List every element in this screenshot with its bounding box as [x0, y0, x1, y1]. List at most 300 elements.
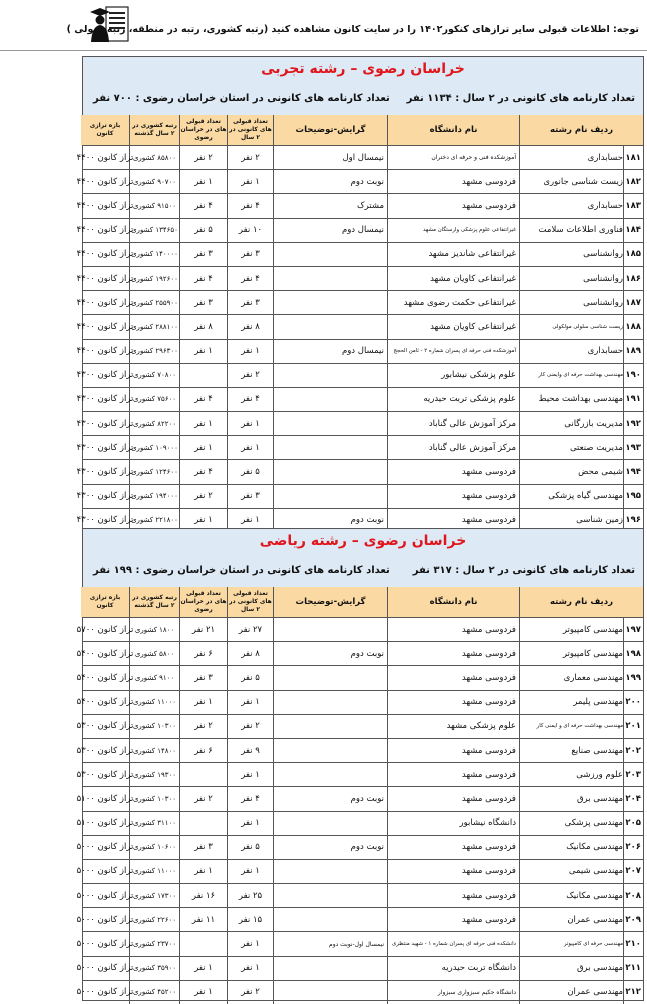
major-name: مهندسی کامپیوتر: [519, 642, 623, 665]
accepted-kh-count: ۱۱ نفر: [179, 908, 227, 931]
table-row: [76, 411, 643, 435]
university-name: مرکز آموزش عالی گناباد: [387, 436, 519, 459]
taraz-value: تراز کانون ۴۴۰۰: [76, 321, 134, 332]
track-note: [273, 485, 387, 508]
accepted-kh-count: ۴ نفر: [179, 460, 227, 483]
row-number: ۱۹۸: [623, 642, 643, 665]
national-rank: ۱۸۰۰ کشوری: [129, 618, 179, 641]
track-note: [273, 388, 387, 411]
row-number: ۲۱۰: [623, 932, 643, 955]
national-rank: ۲۲۱۸۰۰ کشوری: [129, 509, 179, 532]
taraz-value: تراز کانون ۵۴۰۰: [76, 697, 134, 708]
accepted-kh-count: ۲ نفر: [179, 485, 227, 508]
row-number: ۲۰۰: [623, 691, 643, 714]
section-header: [83, 529, 643, 618]
track-note: [273, 364, 387, 387]
taraz-value: تراز کانون ۵۴۰۰: [76, 648, 134, 659]
taraz-value: تراز کانون ۴۴۰۰: [76, 346, 134, 357]
accepted-kh-count: [179, 932, 227, 955]
university-name: غیرانتفاعی کاویان مشهد: [387, 267, 519, 290]
accepted-2yr-count: ۵ نفر: [227, 666, 273, 689]
accepted-kh-count: ۱ نفر: [179, 981, 227, 1004]
taraz-value: تراز کانون ۵۳۰۰: [76, 721, 134, 732]
national-rank: ۲۵۵۹۰۰ کشوری: [129, 291, 179, 314]
accepted-2yr-count: ۳ نفر: [227, 291, 273, 314]
taraz-value: تراز کانون ۵۰۰۰: [76, 842, 134, 853]
row-number: ۲۱۲: [623, 981, 643, 1004]
national-rank: ۱۰۳۰۰ کشوری: [129, 715, 179, 738]
table-row: [76, 266, 643, 290]
count-province: تعداد کارنامه های کانونی در استان خراسان رضوی : ۱۹۹ نفر: [93, 565, 390, 576]
taraz-value: تراز کانون ۴۳۰۰: [76, 515, 134, 526]
track-note: نوبت دوم: [273, 836, 387, 859]
accepted-kh-count: ۲۱ نفر: [179, 618, 227, 641]
accepted-2yr-count: ۹ نفر: [227, 739, 273, 762]
national-rank: ۲۸۸۱۰۰ کشوری: [129, 315, 179, 338]
university-name: دانشگاه تربت حیدریه: [387, 957, 519, 980]
col-taraz-range: بازه ترازی کانون: [81, 115, 129, 145]
major-name: مهندسی صنایع: [519, 739, 623, 762]
track-note: [273, 618, 387, 641]
accepted-kh-count: ۲ نفر: [179, 787, 227, 810]
track-note: [273, 812, 387, 835]
university-name: فردوسی مشهد: [387, 642, 519, 665]
major-name: فناوری اطلاعات سلامت: [519, 219, 623, 242]
accepted-2yr-count: ۲ نفر: [227, 715, 273, 738]
accepted-2yr-count: ۲۷ نفر: [227, 618, 273, 641]
col-track: گرایش-توضیحات: [273, 115, 387, 145]
university-name: فردوسی مشهد: [387, 618, 519, 641]
table-row: [76, 387, 643, 411]
accepted-kh-count: ۶ نفر: [179, 642, 227, 665]
row-number: ۱۹۰: [623, 364, 643, 387]
accepted-2yr-count: ۱۰ نفر: [227, 219, 273, 242]
table-row: [76, 907, 643, 931]
national-rank: ۹۱۰۰ کشوری: [129, 666, 179, 689]
row-number: ۱۹۹: [623, 666, 643, 689]
table-row: [76, 859, 643, 883]
university-name: فردوسی مشهد: [387, 908, 519, 931]
taraz-value: تراز کانون ۴۳۰۰: [76, 370, 134, 381]
col-no-major: ردیف نام رشته: [519, 115, 643, 145]
national-rank: ۹۰۷۰۰ کشوری: [129, 170, 179, 193]
table-row: [76, 290, 643, 314]
taraz-value: تراز کانون ۵۰۰۰: [76, 987, 134, 998]
accepted-kh-count: ۱ نفر: [179, 340, 227, 363]
major-name: زیست شناسی جانوری: [519, 170, 623, 193]
section-title: خراسان رضوی – رشته ریاضی: [259, 533, 467, 549]
table-body: [76, 145, 643, 532]
track-note: [273, 412, 387, 435]
accepted-2yr-count: ۲۵ نفر: [227, 884, 273, 907]
national-rank: ۱۰۶۰۰ کشوری: [129, 836, 179, 859]
top-note: [0, 0, 647, 51]
taraz-value: تراز کانون ۴۴۰۰: [76, 176, 134, 187]
major-name: مهندسی شیمی: [519, 860, 623, 883]
row-number: ۱۸۱: [623, 146, 643, 169]
national-rank: ۴۵۲۰۰ کشوری: [129, 981, 179, 1004]
national-rank: ۷۵۶۰۰ کشوری: [129, 388, 179, 411]
table-row: [76, 435, 643, 459]
table-row: [76, 169, 643, 193]
row-number: ۲۰۸: [623, 884, 643, 907]
accepted-kh-count: ۳ نفر: [179, 836, 227, 859]
university-name: فردوسی مشهد: [387, 460, 519, 483]
national-rank: ۲۳۷۰۰ کشوری: [129, 932, 179, 955]
table-row: [76, 931, 643, 955]
accepted-2yr-count: ۸ نفر: [227, 315, 273, 338]
accepted-2yr-count: ۸ نفر: [227, 642, 273, 665]
accepted-kh-count: ۶ نفر: [179, 739, 227, 762]
taraz-value: تراز کانون ۵۰۰۰: [76, 890, 134, 901]
row-number: ۱۹۵: [623, 485, 643, 508]
national-rank: ۲۲۶۰۰ کشوری: [129, 908, 179, 931]
row-number: ۱۸۲: [623, 170, 643, 193]
major-name: مهندسی مکانیک: [519, 884, 623, 907]
accepted-kh-count: ۱ نفر: [179, 860, 227, 883]
accepted-kh-count: [179, 812, 227, 835]
accepted-2yr-count: ۱ نفر: [227, 812, 273, 835]
table-row: [76, 980, 643, 1004]
university-name: فردوسی مشهد: [387, 787, 519, 810]
track-note: [273, 436, 387, 459]
track-note: مشترک: [273, 194, 387, 217]
accepted-kh-count: ۱۶ نفر: [179, 884, 227, 907]
table-body: [76, 617, 643, 1004]
section-header: [83, 57, 643, 146]
major-name: حسابداری: [519, 146, 623, 169]
track-note: نیمسال اول-نوبت دوم: [273, 932, 387, 955]
accepted-kh-count: ۱ نفر: [179, 436, 227, 459]
track-note: نیمسال دوم: [273, 219, 387, 242]
table-row: [76, 714, 643, 738]
national-rank: ۱۹۴۰۰۰ کشوری: [129, 485, 179, 508]
table-row: [76, 883, 643, 907]
accepted-2yr-count: ۴ نفر: [227, 267, 273, 290]
accepted-2yr-count: ۲ نفر: [227, 981, 273, 1004]
row-number: ۱۹۴: [623, 460, 643, 483]
track-note: نیمسال دوم: [273, 340, 387, 363]
accepted-2yr-count: ۱ نفر: [227, 860, 273, 883]
taraz-value: تراز کانون ۵۷۰۰: [76, 624, 134, 635]
track-note: [273, 243, 387, 266]
col-accepted-kh: تعداد قبولی های در خراسان رضوی: [179, 587, 227, 617]
taraz-value: تراز کانون ۴۳۰۰: [76, 418, 134, 429]
track-note: [273, 715, 387, 738]
track-note: [273, 981, 387, 1004]
accepted-2yr-count: ۱ نفر: [227, 691, 273, 714]
table-row: [76, 145, 643, 169]
major-name: مهندسی عمران: [519, 981, 623, 1004]
col-rank-2yr: رتبه کشوری در ۲ سال گذشته: [129, 115, 179, 145]
table-row: [76, 665, 643, 689]
notice-text: توجه: اطلاعات قبولی سایر ترازهای کنکور۱۴۰۲ را در سایت کانون مشاهده کنید (رتبه کشوری، رتبه در منطقه، رتبه قبولی ): [66, 24, 639, 35]
university-name: علوم پزشکی تربت حیدریه: [387, 388, 519, 411]
track-note: [273, 291, 387, 314]
accepted-2yr-count: ۳ نفر: [227, 243, 273, 266]
accepted-2yr-count: ۴ نفر: [227, 787, 273, 810]
university-name: فردوسی مشهد: [387, 739, 519, 762]
university-name: آموزشکده فنی حرفه ای پسران شماره ۲ - ثامن الحجج: [387, 340, 519, 363]
accepted-2yr-count: ۱ نفر: [227, 932, 273, 955]
row-number: ۱۹۳: [623, 436, 643, 459]
row-number: ۲۰۷: [623, 860, 643, 883]
major-name: زیست شناسی سلولی مولکولی: [519, 315, 623, 338]
col-accepted-2yr: تعداد قبولی های کانونی در ۲ سال: [227, 587, 273, 617]
track-note: نوبت دوم: [273, 509, 387, 532]
col-taraz-range: بازه ترازی کانون: [81, 587, 129, 617]
taraz-value: تراز کانون ۴۳۰۰: [76, 442, 134, 453]
major-name: مهندسی برق: [519, 957, 623, 980]
table-row: [76, 193, 643, 217]
accepted-2yr-count: ۴ نفر: [227, 388, 273, 411]
table-row: [76, 786, 643, 810]
row-number: ۱۸۸: [623, 315, 643, 338]
university-name: فردوسی مشهد: [387, 691, 519, 714]
taraz-value: تراز کانون ۴۴۰۰: [76, 225, 134, 236]
national-rank: ۱۹۳۰۰ کشوری: [129, 763, 179, 786]
col-university: نام دانشگاه: [387, 587, 519, 617]
university-name: فردوسی مشهد: [387, 666, 519, 689]
column-header-row: [83, 587, 643, 617]
national-rank: ۷۰۸۰۰ کشوری: [129, 364, 179, 387]
accepted-kh-count: ۱ نفر: [179, 691, 227, 714]
accepted-kh-count: ۴ نفر: [179, 388, 227, 411]
major-name: حسابداری: [519, 340, 623, 363]
national-rank: ۱۱۰۰۰ کشوری: [129, 860, 179, 883]
accepted-2yr-count: ۱ نفر: [227, 170, 273, 193]
taraz-value: تراز کانون ۵۰۰۰: [76, 963, 134, 974]
major-name: شیمی محض: [519, 460, 623, 483]
taraz-value: تراز کانون ۵۳۰۰: [76, 769, 134, 780]
col-track: گرایش-توضیحات: [273, 587, 387, 617]
national-rank: ۱۷۳۰۰ کشوری: [129, 884, 179, 907]
accepted-kh-count: ۳ نفر: [179, 666, 227, 689]
row-number: ۱۹۷: [623, 618, 643, 641]
university-name: دانشگاه حکیم سبزواری سبزوار: [387, 981, 519, 1004]
accepted-2yr-count: ۱ نفر: [227, 436, 273, 459]
accepted-2yr-count: ۱ نفر: [227, 763, 273, 786]
major-name: مدیریت صنعتی: [519, 436, 623, 459]
accepted-kh-count: ۳ نفر: [179, 243, 227, 266]
track-note: [273, 666, 387, 689]
row-number: ۲۰۴: [623, 787, 643, 810]
track-note: نوبت دوم: [273, 170, 387, 193]
table-row: [76, 339, 643, 363]
university-name: فردوسی مشهد: [387, 860, 519, 883]
table-row: [76, 617, 643, 641]
taraz-value: تراز کانون ۴۴۰۰: [76, 249, 134, 260]
taraz-value: تراز کانون ۴۳۰۰: [76, 467, 134, 478]
track-note: نوبت دوم: [273, 642, 387, 665]
major-name: مدیریت بازرگانی: [519, 412, 623, 435]
accepted-2yr-count: ۵ نفر: [227, 460, 273, 483]
taraz-value: تراز کانون ۴۴۰۰: [76, 273, 134, 284]
row-number: ۱۹۱: [623, 388, 643, 411]
national-rank: ۸۲۲۰۰ کشوری: [129, 412, 179, 435]
taraz-value: تراز کانون ۴۳۰۰: [76, 394, 134, 405]
table-row: [76, 363, 643, 387]
national-rank: ۳۱۱۰۰ کشوری: [129, 812, 179, 835]
accepted-kh-count: ۱ نفر: [179, 412, 227, 435]
university-name: دانشکده فنی حرفه ای پسران شماره ۱ - شهید منتظری: [387, 932, 519, 955]
major-name: مهندسی بهداشت حرفه ای وایمنی کار: [519, 364, 623, 387]
count-2yr: تعداد کارنامه های کانونی در ۲ سال : ۳۱۷ نفر: [412, 565, 635, 576]
accepted-2yr-count: ۱ نفر: [227, 509, 273, 532]
track-note: [273, 860, 387, 883]
accepted-kh-count: ۱ نفر: [179, 509, 227, 532]
table-row: [76, 484, 643, 508]
accepted-kh-count: ۴ نفر: [179, 267, 227, 290]
accepted-kh-count: [179, 763, 227, 786]
count-province: تعداد کارنامه های کانونی در استان خراسان رضوی : ۷۰۰ نفر: [93, 93, 390, 104]
col-university: نام دانشگاه: [387, 115, 519, 145]
accepted-2yr-count: ۱ نفر: [227, 412, 273, 435]
row-number: ۱۹۶: [623, 509, 643, 532]
taraz-value: تراز کانون ۴۴۰۰: [76, 297, 134, 308]
row-number: ۱۹۲: [623, 412, 643, 435]
major-name: مهندسی گیاه پزشکی: [519, 485, 623, 508]
track-note: [273, 315, 387, 338]
table-row: [76, 811, 643, 835]
national-rank: ۵۸۰۰ کشوری: [129, 642, 179, 665]
table-row: [76, 242, 643, 266]
major-name: مهندسی مکانیک: [519, 836, 623, 859]
university-name: فردوسی مشهد: [387, 194, 519, 217]
track-note: [273, 691, 387, 714]
taraz-value: تراز کانون ۵۳۰۰: [76, 745, 134, 756]
national-rank: ۱۰۳۰۰ کشوری: [129, 787, 179, 810]
major-name: زمین شناسی: [519, 509, 623, 532]
taraz-value: تراز کانون ۴۳۰۰: [76, 491, 134, 502]
national-rank: ۱۴۸۰۰ کشوری: [129, 739, 179, 762]
accepted-kh-count: ۲ نفر: [179, 146, 227, 169]
row-number: ۲۰۲: [623, 739, 643, 762]
national-rank: ۳۵۹۰۰ کشوری: [129, 957, 179, 980]
major-name: حسابداری: [519, 194, 623, 217]
national-rank: ۲۹۶۳۰۰ کشوری: [129, 340, 179, 363]
table-row: [76, 762, 643, 786]
row-number: ۲۰۵: [623, 812, 643, 835]
accepted-2yr-count: ۴ نفر: [227, 194, 273, 217]
row-number: ۱۸۳: [623, 194, 643, 217]
national-rank: ۱۴۰۰۰۰ کشوری: [129, 243, 179, 266]
major-name: مهندسی عمران: [519, 908, 623, 931]
university-name: مرکز آموزش عالی گناباد: [387, 412, 519, 435]
col-accepted-kh: تعداد قبولی های در خراسان رضوی: [179, 115, 227, 145]
table-row: [76, 956, 643, 980]
row-number: ۲۰۳: [623, 763, 643, 786]
table-row: [76, 641, 643, 665]
track-note: [273, 763, 387, 786]
accepted-kh-count: ۱ نفر: [179, 957, 227, 980]
taraz-value: تراز کانون ۵۴۰۰: [76, 672, 134, 683]
count-2yr: تعداد کارنامه های کانونی در ۲ سال : ۱۱۳۴ نفر: [406, 93, 635, 104]
university-name: غیرانتفاعی علوم پزشکی وارستگان مشهد: [387, 219, 519, 242]
accepted-2yr-count: ۲ نفر: [227, 146, 273, 169]
col-no-major: ردیف نام رشته: [519, 587, 643, 617]
row-number: ۲۰۹: [623, 908, 643, 931]
major-name: مهندسی پزشکی: [519, 812, 623, 835]
table-row: [76, 690, 643, 714]
section-riazi: [76, 528, 644, 1001]
accepted-kh-count: [179, 364, 227, 387]
track-note: [273, 267, 387, 290]
accepted-2yr-count: ۱ نفر: [227, 957, 273, 980]
taraz-value: تراز کانون ۵۰۰۰: [76, 866, 134, 877]
row-number: ۱۸۷: [623, 291, 643, 314]
accepted-2yr-count: ۱۵ نفر: [227, 908, 273, 931]
accepted-kh-count: ۳ نفر: [179, 291, 227, 314]
major-name: مهندسی کامپیوتر: [519, 618, 623, 641]
row-number: ۱۸۶: [623, 267, 643, 290]
taraz-value: تراز کانون ۵۱۰۰: [76, 793, 134, 804]
accepted-kh-count: ۵ نفر: [179, 219, 227, 242]
major-name: مهندسی پلیمر: [519, 691, 623, 714]
major-name: مهندسی برق: [519, 787, 623, 810]
national-rank: ۱۳۴۶۵۰ کشوری: [129, 219, 179, 242]
university-name: غیرانتفاعی حکمت رضوی مشهد: [387, 291, 519, 314]
section-tajrobi: [76, 56, 644, 530]
table-row: [76, 314, 643, 338]
university-name: فردوسی مشهد: [387, 509, 519, 532]
major-name: مهندسی معماری: [519, 666, 623, 689]
row-number: ۱۸۴: [623, 219, 643, 242]
accepted-kh-count: ۲ نفر: [179, 715, 227, 738]
accepted-kh-count: ۸ نفر: [179, 315, 227, 338]
national-rank: ۱۰۹۰۰۰ کشوری: [129, 436, 179, 459]
col-rank-2yr: رتبه کشوری در ۲ سال گذشته: [129, 587, 179, 617]
major-name: مهندسی حرفه ای کامپیوتر: [519, 932, 623, 955]
university-name: علوم پزشکی مشهد: [387, 715, 519, 738]
taraz-value: تراز کانون ۴۴۰۰: [76, 200, 134, 211]
university-name: فردوسی مشهد: [387, 485, 519, 508]
track-note: [273, 884, 387, 907]
national-rank: ۱۱۰۰۰ کشوری: [129, 691, 179, 714]
accepted-2yr-count: ۱ نفر: [227, 340, 273, 363]
table-row: [76, 738, 643, 762]
university-name: فردوسی مشهد: [387, 170, 519, 193]
table-row: [76, 459, 643, 483]
row-number: ۱۸۵: [623, 243, 643, 266]
table-row: [76, 218, 643, 242]
university-name: فردوسی مشهد: [387, 884, 519, 907]
section-title: خراسان رضوی – رشته تجربی: [261, 61, 465, 77]
track-note: [273, 460, 387, 483]
university-name: غیرانتفاعی کاویان مشهد: [387, 315, 519, 338]
accepted-2yr-count: ۲ نفر: [227, 364, 273, 387]
taraz-value: تراز کانون ۵۱۰۰: [76, 818, 134, 829]
track-note: نیمسال اول: [273, 146, 387, 169]
table-row: [76, 835, 643, 859]
track-note: [273, 908, 387, 931]
major-name: مهندسی بهداشت حرفه ای و ایمنی کار: [519, 715, 623, 738]
col-accepted-2yr: تعداد قبولی های کانونی در ۲ سال: [227, 115, 273, 145]
taraz-value: تراز کانون ۵۰۰۰: [76, 914, 134, 925]
row-number: ۱۸۹: [623, 340, 643, 363]
accepted-kh-count: ۴ نفر: [179, 194, 227, 217]
row-number: ۲۱۱: [623, 957, 643, 980]
taraz-value: تراز کانون ۴۴۰۰: [76, 152, 134, 163]
row-number: ۲۰۶: [623, 836, 643, 859]
row-number: ۲۰۱: [623, 715, 643, 738]
column-header-row: [83, 115, 643, 145]
major-name: روانشناسی: [519, 243, 623, 266]
university-name: دانشگاه نیشابور: [387, 812, 519, 835]
national-rank: ۹۱۵۰۰ کشوری: [129, 194, 179, 217]
accepted-2yr-count: ۵ نفر: [227, 836, 273, 859]
university-name: آموزشکده فنی و حرفه ای دختران: [387, 146, 519, 169]
